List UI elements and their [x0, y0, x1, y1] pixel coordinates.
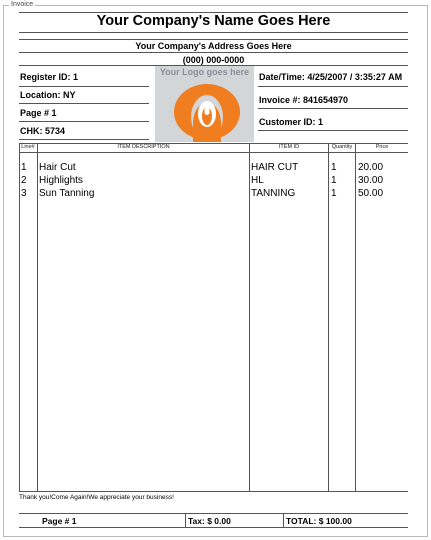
- row-item-id: TANNING: [251, 188, 296, 199]
- location: Location: NY: [20, 90, 76, 100]
- row-description: Hair Cut: [39, 162, 76, 173]
- footer-page: Page # 1: [42, 516, 77, 526]
- col-header-item-id: ITEM ID: [278, 144, 300, 150]
- col-header-line: Line#: [21, 144, 35, 150]
- col-header-description: ITEM DESCRIPTION: [117, 144, 170, 150]
- chk-rule: [19, 139, 149, 140]
- register-rule: [19, 86, 149, 87]
- logo-placeholder: [155, 66, 254, 142]
- row-item-id: HAIR CUT: [251, 162, 299, 173]
- col-header-quantity: Quantity: [331, 144, 353, 150]
- invoice-number: Invoice #: 841654970: [259, 95, 349, 105]
- customer-id: Customer ID: 1: [259, 117, 324, 127]
- customer-rule: [258, 130, 408, 131]
- footer-total: TOTAL: $ 100.00: [286, 516, 352, 526]
- footer-top-rule: [19, 513, 408, 514]
- row-line: 1: [21, 162, 27, 173]
- col-divider-2: [249, 143, 250, 491]
- row-price: 50.00: [358, 188, 384, 199]
- logo-icon: [155, 66, 254, 142]
- row-quantity: 1: [331, 162, 337, 173]
- register-id: Register ID: 1: [20, 72, 79, 82]
- row-price: 20.00: [358, 162, 384, 173]
- table-bottom-rule: [19, 491, 408, 492]
- row-quantity: 1: [331, 175, 337, 186]
- row-price: 30.00: [358, 175, 384, 186]
- col-divider-1: [37, 143, 38, 491]
- chk-number: CHK: 5734: [20, 126, 66, 136]
- row-item-id: HL: [251, 175, 264, 186]
- row-description: Highlights: [39, 175, 83, 186]
- table-header-rule: [19, 152, 408, 153]
- header-rule: [19, 32, 408, 33]
- footer-tax: Tax: $ 0.00: [188, 516, 231, 526]
- datetime-rule: [258, 86, 408, 87]
- col-divider-4: [355, 143, 356, 491]
- page-number: Page # 1: [20, 108, 57, 118]
- row-description: Sun Tanning: [39, 188, 95, 199]
- logo-text: Your Logo goes here: [159, 67, 250, 77]
- company-phone: (000) 000-0000: [182, 55, 245, 65]
- date-time: Date/Time: 4/25/2007 / 3:35:27 AM: [259, 72, 403, 82]
- address-rule: [19, 52, 408, 53]
- footer-divider-1: [185, 513, 186, 527]
- page-rule: [19, 121, 149, 122]
- company-name: Your Company's Name Goes Here: [96, 13, 331, 29]
- company-address: Your Company's Address Goes Here: [135, 41, 292, 51]
- invoice-rule: [258, 108, 408, 109]
- thank-you-note: Thank you!Come Again!We appreciate your business!: [19, 494, 174, 501]
- row-quantity: 1: [331, 188, 337, 199]
- col-divider-3: [328, 143, 329, 491]
- location-rule: [19, 103, 149, 104]
- address-top-rule: [19, 39, 408, 40]
- table-left-border: [19, 143, 20, 491]
- footer-bottom-rule: [19, 527, 408, 528]
- col-header-price: Price: [375, 144, 389, 150]
- row-line: 3: [21, 188, 27, 199]
- footer-divider-2: [283, 513, 284, 527]
- frame-title: Invoice: [11, 1, 34, 8]
- row-line: 2: [21, 175, 27, 186]
